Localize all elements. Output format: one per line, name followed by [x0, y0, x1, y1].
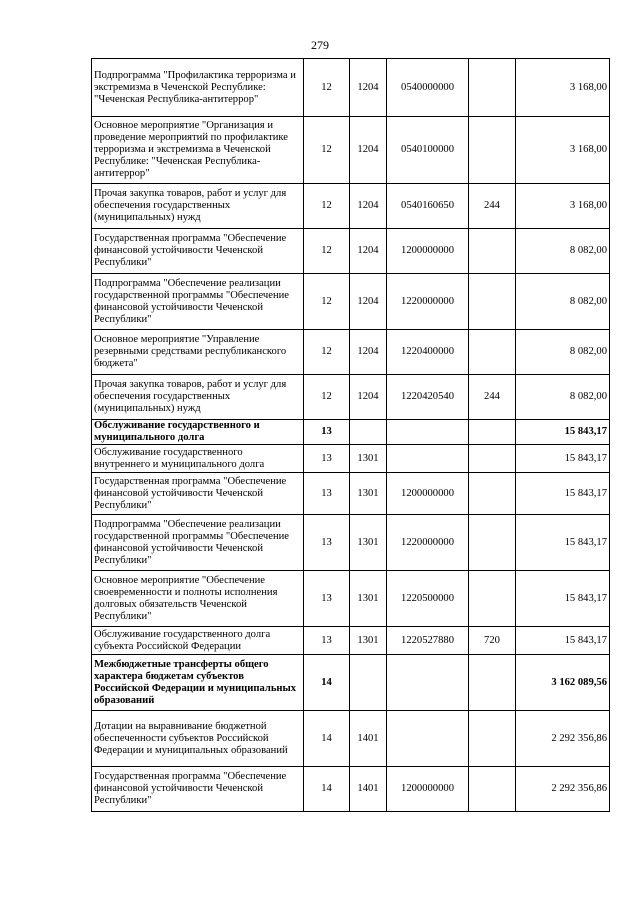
row-vr: [469, 473, 516, 515]
row-rz: 12: [304, 59, 350, 117]
row-vr: 244: [469, 184, 516, 229]
row-name: Государственная программа "Обеспечение финансовой устойчивости Чеченской Республики": [92, 229, 304, 274]
table-row: [92, 571, 610, 627]
row-pr: 1301: [350, 627, 387, 655]
row-csr: [387, 711, 469, 767]
row-pr: [350, 420, 387, 445]
row-name: Подпрограмма "Обеспечение реализации государственной программы "Обеспечение финансовой устойчивости Чеченской Республики": [92, 274, 304, 330]
row-csr: 1220400000: [387, 330, 469, 375]
row-rz: 12: [304, 117, 350, 184]
row-name: Основное мероприятие "Управление резервными средствами республиканского бюджета": [92, 330, 304, 375]
row-pr: 1204: [350, 330, 387, 375]
row-rz: 12: [304, 330, 350, 375]
row-csr: 1220000000: [387, 274, 469, 330]
row-rz: 12: [304, 184, 350, 229]
row-pr: 1401: [350, 767, 387, 812]
row-sum: 8 082,00: [516, 330, 610, 375]
table-row: [92, 711, 610, 767]
row-vr: [469, 711, 516, 767]
row-vr: [469, 59, 516, 117]
row-rz: 12: [304, 375, 350, 420]
row-sum: 8 082,00: [516, 229, 610, 274]
row-pr: 1204: [350, 117, 387, 184]
row-vr: [469, 767, 516, 812]
row-sum: 3 168,00: [516, 184, 610, 229]
table-row: [92, 627, 610, 655]
row-vr: [469, 117, 516, 184]
row-pr: [350, 655, 387, 711]
row-name: Прочая закупка товаров, работ и услуг для обеспечения государственных (муниципальных) нужд: [92, 375, 304, 420]
row-csr: 1220527880: [387, 627, 469, 655]
row-sum: 15 843,17: [516, 515, 610, 571]
row-name: Подпрограмма "Профилактика терроризма и экстремизма в Чеченской Республике: "Чеченская Республика-антитеррор": [92, 59, 304, 117]
row-rz: 13: [304, 473, 350, 515]
row-csr: [387, 445, 469, 473]
row-csr: 1200000000: [387, 767, 469, 812]
row-name: Подпрограмма "Обеспечение реализации государственной программы "Обеспечение финансовой устойчивости Чеченской Республики": [92, 515, 304, 571]
row-pr: 1204: [350, 184, 387, 229]
row-csr: 0540000000: [387, 59, 469, 117]
row-pr: 1301: [350, 445, 387, 473]
row-name: Дотации на выравнивание бюджетной обеспеченности субъектов Российской Федерации и муниципальных образований: [92, 711, 304, 767]
row-pr: 1301: [350, 571, 387, 627]
row-vr: 244: [469, 375, 516, 420]
row-pr: 1301: [350, 473, 387, 515]
table-row: [92, 184, 610, 229]
table-row: [92, 229, 610, 274]
row-pr: 1401: [350, 711, 387, 767]
row-rz: 13: [304, 571, 350, 627]
row-vr: [469, 330, 516, 375]
row-rz: 13: [304, 627, 350, 655]
row-csr: 1200000000: [387, 229, 469, 274]
row-sum: 8 082,00: [516, 375, 610, 420]
row-csr: 1220000000: [387, 515, 469, 571]
row-rz: 14: [304, 655, 350, 711]
row-name: Основное мероприятие "Обеспечение своевременности и полноты исполнения долговых обязательств Чеченской Республики": [92, 571, 304, 627]
table-row: [92, 445, 610, 473]
row-csr: 1200000000: [387, 473, 469, 515]
row-vr: [469, 515, 516, 571]
row-pr: 1301: [350, 515, 387, 571]
row-csr: 1220500000: [387, 571, 469, 627]
table-row: [92, 655, 610, 711]
row-pr: 1204: [350, 229, 387, 274]
row-sum: 15 843,17: [516, 420, 610, 445]
row-sum: 2 292 356,86: [516, 767, 610, 812]
row-rz: 12: [304, 274, 350, 330]
row-sum: 3 162 089,56: [516, 655, 610, 711]
row-sum: 15 843,17: [516, 473, 610, 515]
row-vr: [469, 229, 516, 274]
row-sum: 3 168,00: [516, 117, 610, 184]
budget-table: [91, 58, 610, 812]
row-sum: 15 843,17: [516, 627, 610, 655]
row-vr: [469, 274, 516, 330]
table-row: [92, 767, 610, 812]
row-csr: 0540100000: [387, 117, 469, 184]
row-rz: 13: [304, 445, 350, 473]
table-row: [92, 59, 610, 117]
row-name: Обслуживание государственного долга субъекта Российской Федерации: [92, 627, 304, 655]
row-pr: 1204: [350, 375, 387, 420]
row-pr: 1204: [350, 274, 387, 330]
row-sum: 15 843,17: [516, 445, 610, 473]
row-vr: [469, 445, 516, 473]
row-sum: 3 168,00: [516, 59, 610, 117]
row-vr: [469, 655, 516, 711]
row-name: Прочая закупка товаров, работ и услуг для обеспечения государственных (муниципальных) нужд: [92, 184, 304, 229]
table-row: [92, 117, 610, 184]
row-vr: 720: [469, 627, 516, 655]
row-rz: 14: [304, 711, 350, 767]
row-csr: [387, 420, 469, 445]
row-pr: 1204: [350, 59, 387, 117]
row-name: Межбюджетные трансферты общего характера бюджетам субъектов Российской Федерации и муниципальных образований: [92, 655, 304, 711]
table-row: [92, 330, 610, 375]
table-row: [92, 274, 610, 330]
row-vr: [469, 420, 516, 445]
row-name: Обслуживание государственного внутреннего и муниципального долга: [92, 445, 304, 473]
row-sum: 2 292 356,86: [516, 711, 610, 767]
row-csr: 1220420540: [387, 375, 469, 420]
row-rz: 13: [304, 515, 350, 571]
row-rz: 14: [304, 767, 350, 812]
row-sum: 15 843,17: [516, 571, 610, 627]
row-name: Обслуживание государственного и муниципального долга: [92, 420, 304, 445]
table-row: [92, 375, 610, 420]
row-name: Государственная программа "Обеспечение финансовой устойчивости Чеченской Республики": [92, 767, 304, 812]
row-rz: 13: [304, 420, 350, 445]
table-row: [92, 420, 610, 445]
row-csr: [387, 655, 469, 711]
row-name: Основное мероприятие "Организация и проведение мероприятий по профилактике терроризма и экстремизма в Чеченской Республике: "Чеченская Республика-антитеррор": [92, 117, 304, 184]
page-number: 279: [311, 38, 329, 52]
row-sum: 8 082,00: [516, 274, 610, 330]
row-csr: 0540160650: [387, 184, 469, 229]
row-vr: [469, 571, 516, 627]
table-row: [92, 473, 610, 515]
row-name: Государственная программа "Обеспечение финансовой устойчивости Чеченской Республики": [92, 473, 304, 515]
table-row: [92, 515, 610, 571]
row-rz: 12: [304, 229, 350, 274]
